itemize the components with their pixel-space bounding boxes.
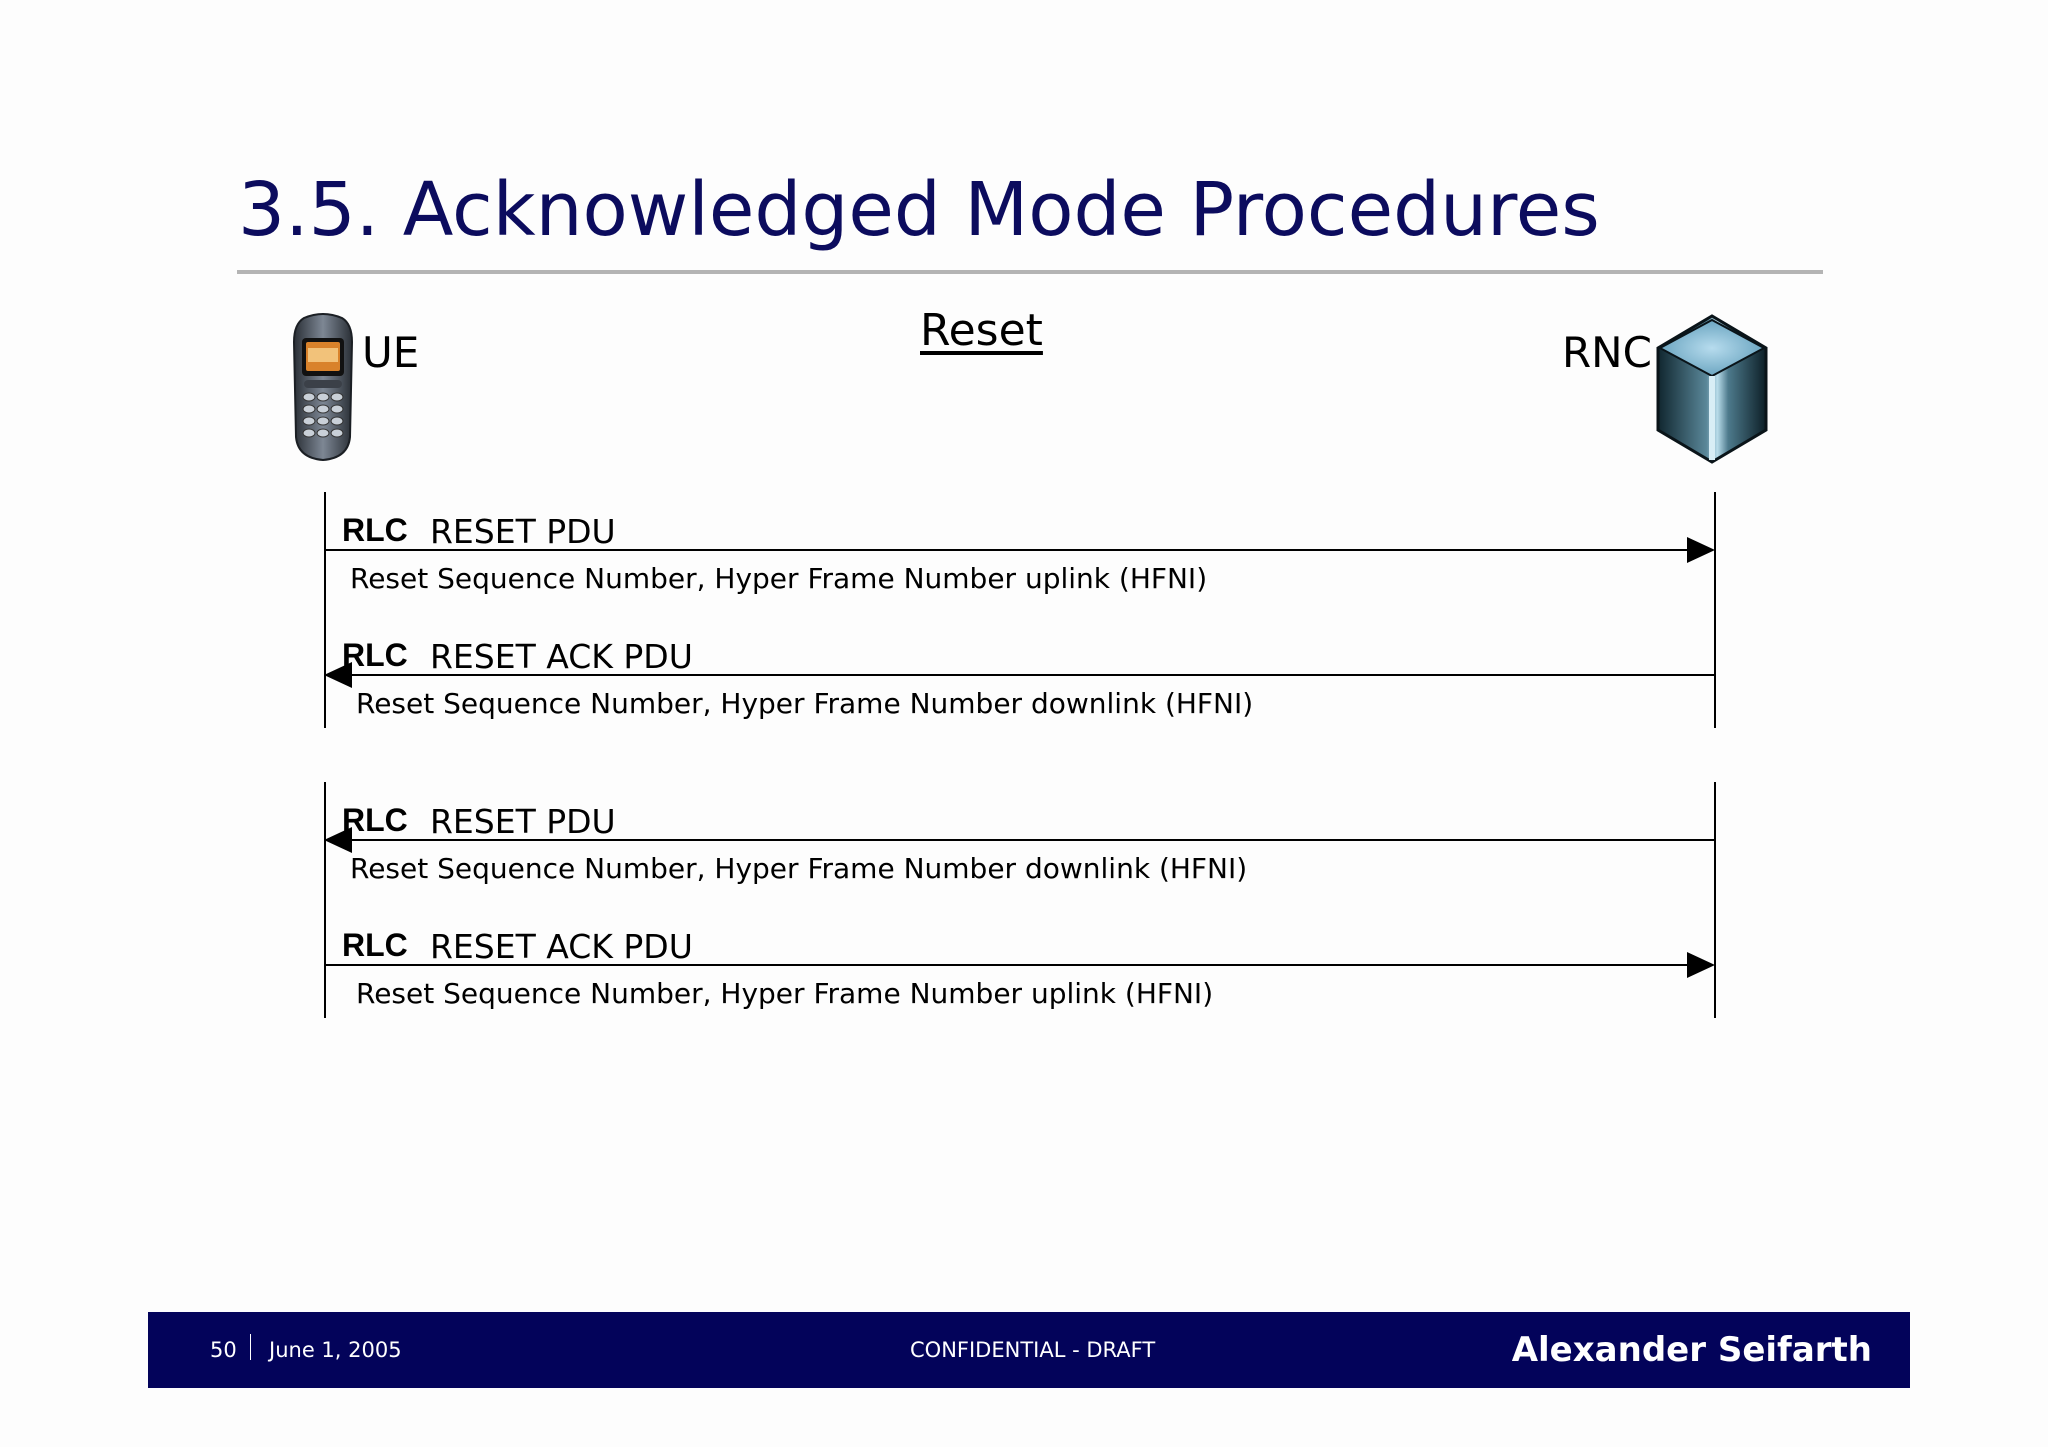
confidential-label: CONFIDENTIAL - DRAFT [910,1338,1156,1362]
arrowhead-right-icon [1687,952,1715,978]
diagram-title: Reset [920,305,1043,356]
protocol-label: RLC [342,802,408,838]
message-params: Reset Sequence Number, Hyper Frame Number downlink (HFNI) [350,852,1248,885]
ue-label: UE [362,328,420,377]
message-arrow [345,839,1715,841]
mobile-phone-icon [290,312,356,462]
ue-lifeline [324,782,326,1018]
message-arrow [325,964,1695,966]
footer-bar [148,1312,1910,1388]
rnc-lifeline [1714,782,1716,1018]
author-name: Alexander Seifarth [1511,1330,1872,1370]
footer-separator [250,1334,251,1360]
message-arrow [345,674,1715,676]
page-number: 50 [210,1338,237,1362]
protocol-label: RLC [342,927,408,963]
pdu-label: RESET ACK PDU [430,637,693,676]
message-params: Reset Sequence Number, Hyper Frame Number uplink (HFNI) [350,562,1208,595]
arrowhead-left-icon [324,827,352,853]
message-arrow [325,549,1695,551]
footer-date: June 1, 2005 [269,1338,402,1362]
rnc-lifeline [1714,492,1716,728]
protocol-label: RLC [342,637,408,673]
protocol-label: RLC [342,512,408,548]
rnc-label: RNC [1562,328,1652,377]
title-divider [237,270,1823,274]
arrowhead-right-icon [1687,537,1715,563]
pdu-label: RESET ACK PDU [430,927,693,966]
pdu-label: RESET PDU [430,512,616,551]
message-params: Reset Sequence Number, Hyper Frame Number uplink (HFNI) [356,977,1214,1010]
page-title: 3.5. Acknowledged Mode Procedures [238,167,1600,253]
ue-lifeline [324,492,326,728]
arrowhead-left-icon [324,662,352,688]
network-node-icon [1652,312,1772,466]
message-params: Reset Sequence Number, Hyper Frame Number downlink (HFNI) [356,687,1254,720]
pdu-label: RESET PDU [430,802,616,841]
